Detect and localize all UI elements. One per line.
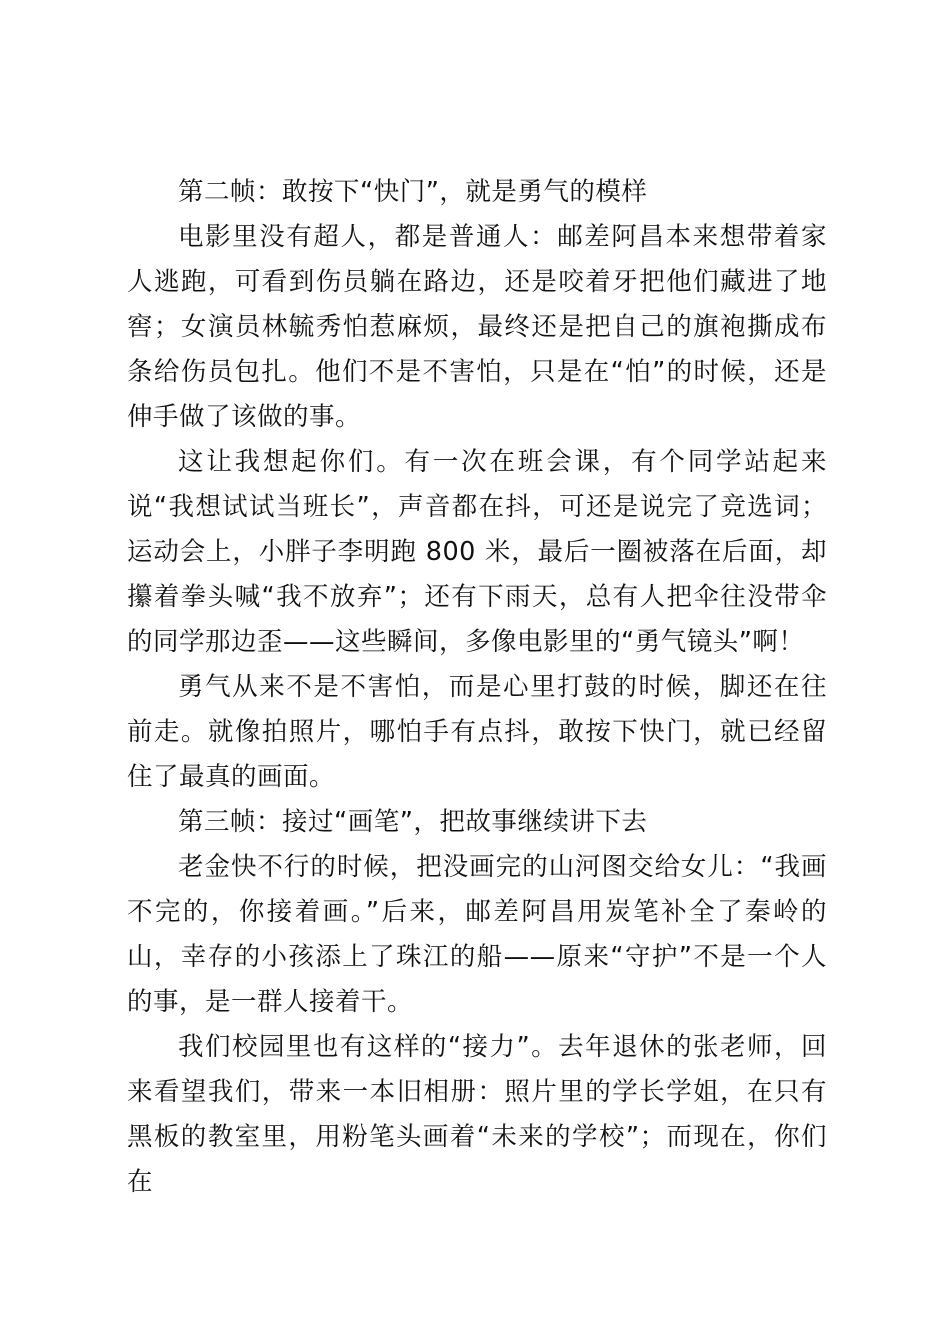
section-heading-frame-two: 第二帧：敢按下“快门”，就是勇气的模样: [178, 177, 648, 207]
paragraph-passing-brush: 老金快不行的时候，把没画完的山河图交给女儿：“我画不完的，你接着画。”后来，邮差阿昌用炭笔补全了秦岭的山，幸存的小孩添上了珠江的船——原来“守护”不是一个人的事，是一群人接着干。: [127, 852, 827, 1017]
document-body: [127, 170, 827, 1205]
paragraph-courage-meaning: 勇气从来不是不害怕，而是心里打鼓的时候，脚还在往前走。就像拍照片，哪怕手有点抖，敢按下快门，就已经留住了最真的画面。: [127, 672, 827, 792]
section-heading-frame-three: 第三帧：接过“画笔”，把故事继续讲下去: [178, 807, 648, 837]
paragraph-campus-relay: 我们校园里也有这样的“接力”。去年退休的张老师，回来看望我们，带来一本旧相册：照片里的学长学姐，在只有黑板的教室里，用粉笔头画着“未来的学校”；而现在，你们在: [127, 1032, 827, 1197]
paragraph-ordinary-people: 电影里没有超人，都是普通人：邮差阿昌本来想带着家人逃跑，可看到伤员躺在路边，还是咬着牙把他们藏进了地窖；女演员林毓秀怕惹麻烦，最终还是把自己的旗袍撕成布条给伤员包扎。他们不是不害怕，只是在“怕”的时候，还是伸手做了该做的事。: [127, 222, 827, 432]
paragraph-classmates-courage: 这让我想起你们。有一次在班会课，有个同学站起来说“我想试试当班长”，声音都在抖，可还是说完了竞选词；运动会上，小胖子李明跑 800 米，最后一圈被落在后面，却攥着拳头喊“我不放弃”；还有下雨天，总有人把伞往没带伞的同学那边歪——这些瞬间，多像电影里的“勇气镜头”啊！: [127, 447, 827, 657]
